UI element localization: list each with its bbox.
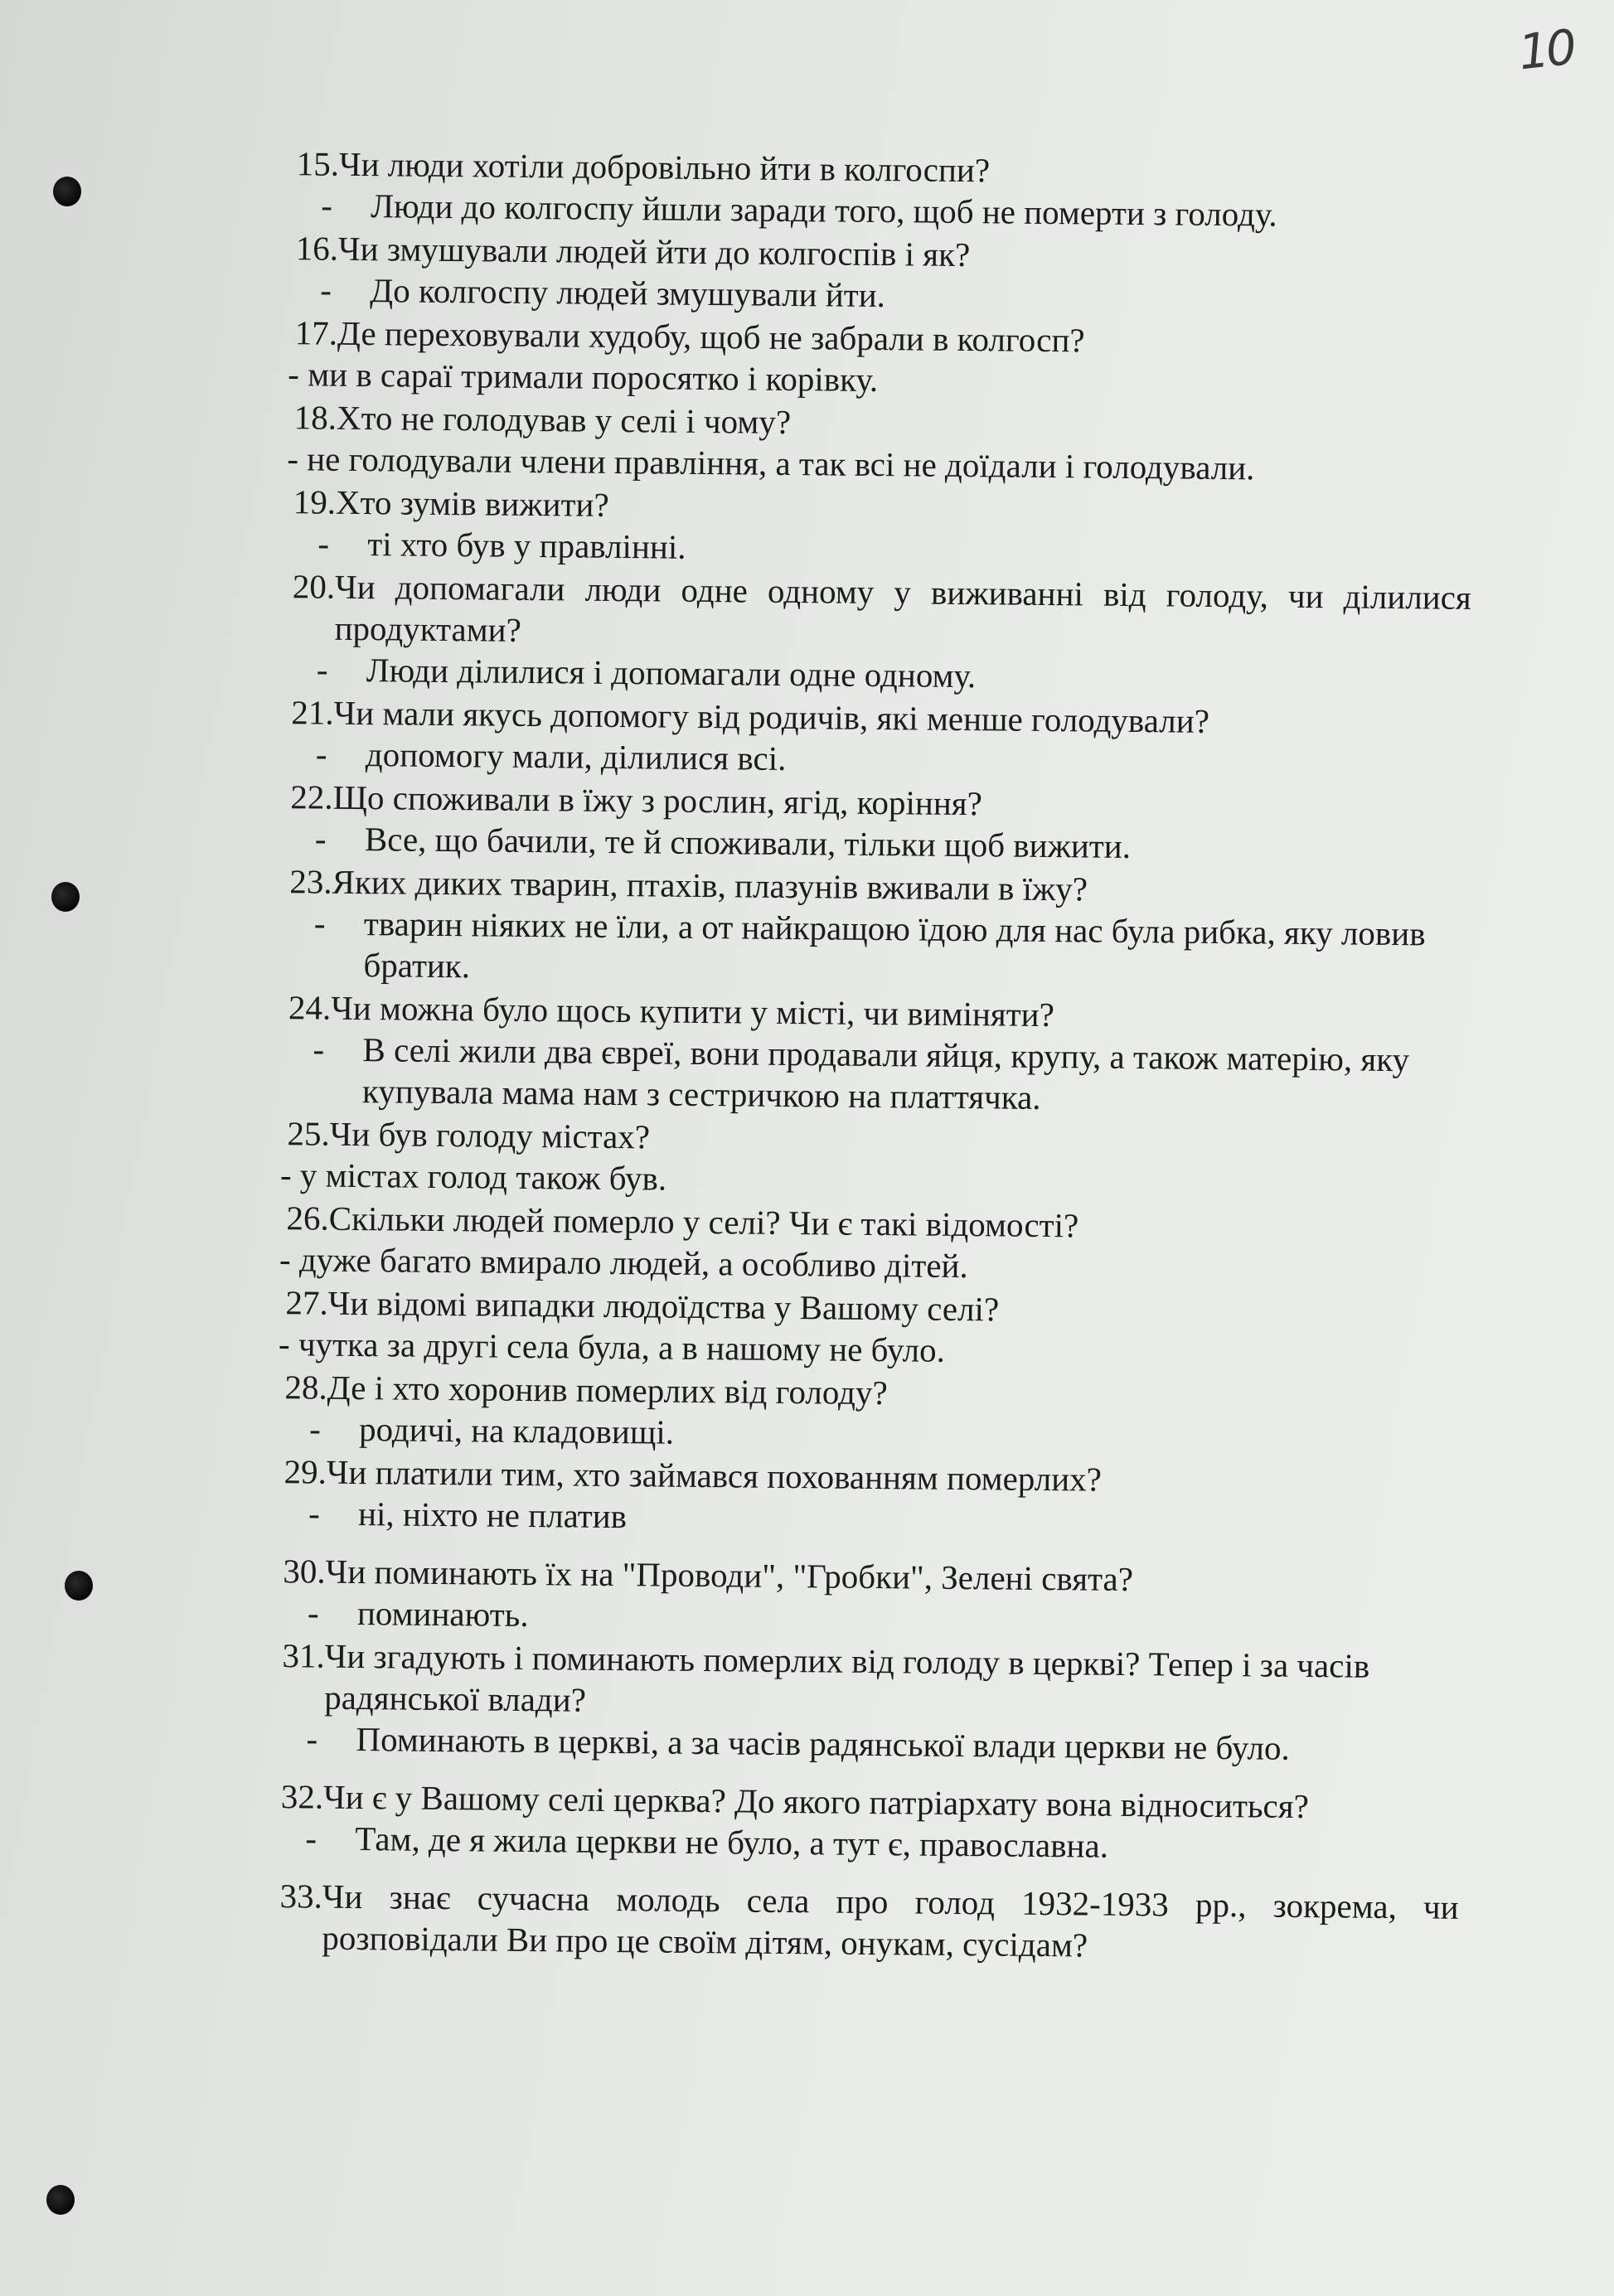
- question-19: 19. Хто зумів вижити?: [293, 482, 609, 524]
- question-29: 29. Чи платили тим, хто займався похованням померлих?: [284, 1452, 1103, 1499]
- questionnaire-body: [256, 141, 1476, 1969]
- answer-30: - поминають.: [307, 1593, 529, 1635]
- question-15: 15. Чи люди хотіли добровільно йти в колгоспи?: [296, 144, 991, 190]
- question-22: 22. Що споживали в їжу з рослин, ягід, коріння?: [290, 777, 983, 823]
- answer-15: - Люди до колгоспу йшли заради того, щоб не померти з голоду.: [321, 186, 1277, 234]
- answer-27: - чутка за другі села була, а в нашому не було.: [278, 1325, 946, 1369]
- question-25: 25. Чи був голоду містах?: [287, 1114, 651, 1156]
- question-32: 32. Чи є у Вашому селі церква? До якого патріархату вона відноситься?: [280, 1777, 1310, 1826]
- question-31: 31. Чи згадують і поминають померлих від голоду в церкві? Тепер і за часів радянської влади?: [282, 1636, 1370, 1719]
- punch-hole: [65, 1571, 93, 1601]
- answer-25: - у містах голод також був.: [279, 1155, 667, 1198]
- answer-19: - ті хто був у правлінні.: [317, 524, 686, 566]
- answer-21: - допомогу мали, ділилися всі.: [315, 734, 787, 777]
- question-16: 16. Чи змушували людей йти до колгоспів і як?: [295, 229, 971, 274]
- answer-20: - Люди ділилися і допомагали одне одному.: [316, 650, 977, 695]
- question-17: 17. Де переховували худобу, щоб не забрали в колгосп?: [294, 313, 1085, 360]
- answer-18: - не голодували члени правління, а так всі не доїдали і голодували.: [287, 439, 1255, 487]
- answer-17: - ми в сараї тримали поросятко і корівку.: [288, 355, 879, 400]
- question-23: 23. Яких диких тварин, птахів, плазунів вживали в їжу?: [289, 862, 1088, 908]
- punch-hole: [46, 2185, 75, 2215]
- answer-32: - Там, де я жила церкви не було, а тут є, православна.: [305, 1819, 1109, 1865]
- question-24: 24. Чи можна було щось купити у місті, чи виміняти?: [288, 988, 1055, 1034]
- punch-hole: [53, 177, 81, 206]
- answer-26: - дуже багато вмирало людей, а особливо дітей.: [279, 1240, 968, 1286]
- question-30: 30. Чи поминають їх на "Проводи", "Гробки", Зелені свята?: [283, 1552, 1134, 1599]
- question-28: 28. Де і хто хоронив померлих від голоду?: [284, 1368, 888, 1412]
- question-20: 20. Чи допомагали люди одне одному у виживанні від голоду, чи ділилися продуктами?: [292, 567, 1471, 649]
- question-27: 27. Чи відомі випадки людоїдства у Вашому селі?: [285, 1283, 1000, 1329]
- answer-31: - Поминають в церкві, а за часів радянської влади церкви не було.: [306, 1719, 1290, 1767]
- punch-hole: [51, 882, 80, 912]
- answer-23: - тварин ніяких не їли, а от найкращою їдою для нас була рибка, яку ловив братик.: [313, 903, 1426, 986]
- question-26: 26. Скільки людей померло у селі? Чи є такі відомості?: [286, 1199, 1079, 1245]
- question-33: 33. Чи знає сучасна молодь села про голод 1932-1933 рр., зокрема, чи розповідали Ви про це своїм дітям, онукам, сусідам?: [279, 1877, 1459, 1964]
- answer-22: - Все, що бачили, те й споживали, тільки щоб вижити.: [314, 819, 1132, 865]
- page-number: 10: [1515, 18, 1577, 81]
- question-21: 21. Чи мали якусь допомогу від родичів, які менше голодували?: [291, 693, 1210, 740]
- answer-28: - родичі, на кладовищі.: [308, 1409, 675, 1451]
- answer-24: - В селі жили два євреї, вони продавали яйця, крупу, а також матерію, яку купувала мама нам з сестричкою на платтячка.: [313, 1029, 1410, 1117]
- answer-16: - До колгоспу людей змушували йти.: [320, 270, 886, 315]
- answer-29: - ні, ніхто не платив: [308, 1494, 628, 1536]
- question-18: 18. Хто не голодував у селі і чому?: [293, 398, 792, 442]
